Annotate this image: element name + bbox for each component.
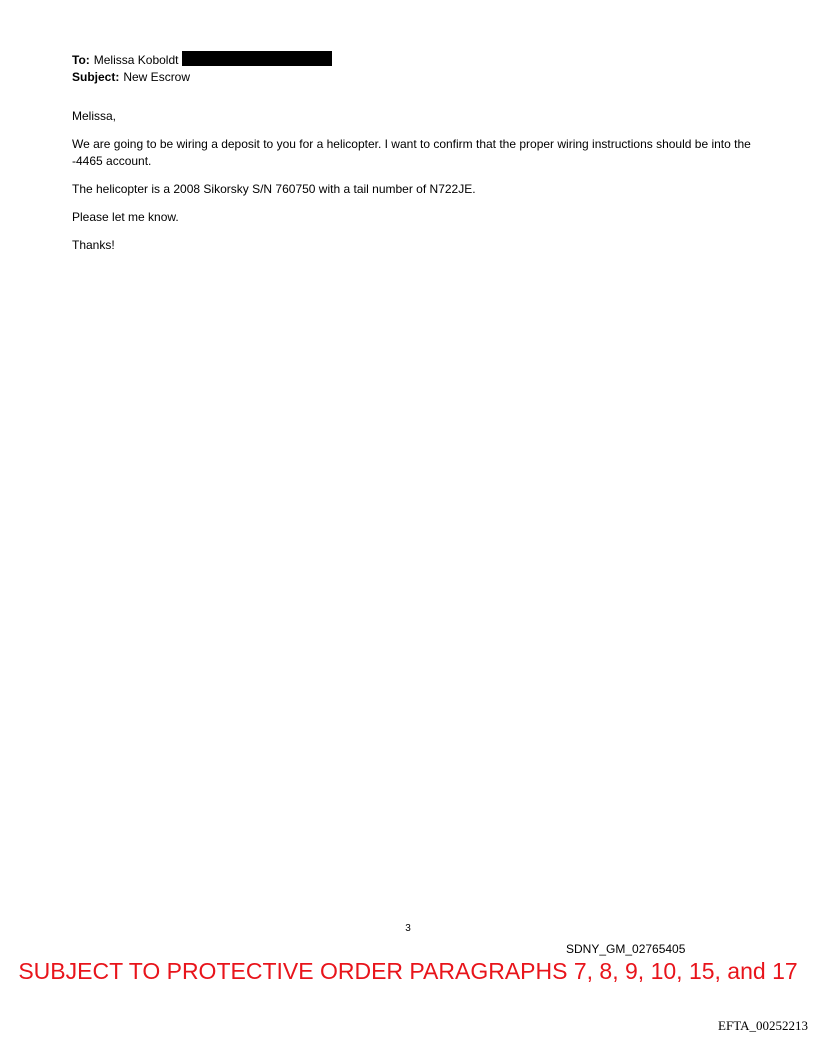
bates-number: SDNY_GM_02765405	[566, 942, 686, 956]
subject-value: New Escrow	[123, 70, 191, 84]
subject-line	[72, 69, 332, 86]
body-paragraph: Please let me know.	[72, 210, 179, 224]
to-label: To:	[72, 53, 90, 67]
subject-label: Subject:	[72, 70, 120, 84]
email-body	[72, 108, 752, 265]
email-header	[72, 52, 332, 86]
redaction-box	[182, 51, 332, 66]
to-line	[72, 52, 332, 69]
efta-id: EFTA_00252213	[718, 1018, 808, 1033]
greeting: Melissa,	[72, 109, 117, 123]
to-value: Melissa Koboldt	[93, 53, 179, 67]
body-paragraph: The helicopter is a 2008 Sikorsky S/N 760750 with a tail number of N722JE.	[72, 182, 476, 196]
page-number: 3	[405, 923, 411, 934]
body-paragraph: Thanks!	[72, 238, 115, 252]
protective-order-notice: SUBJECT TO PROTECTIVE ORDER PARAGRAPHS 7, 8, 9, 10, 15, and 17	[18, 958, 798, 984]
body-paragraph: We are going to be wiring a deposit to you for a helicopter. I want to confirm that the proper wiring instructions should be into the -4465 account.	[72, 137, 751, 168]
